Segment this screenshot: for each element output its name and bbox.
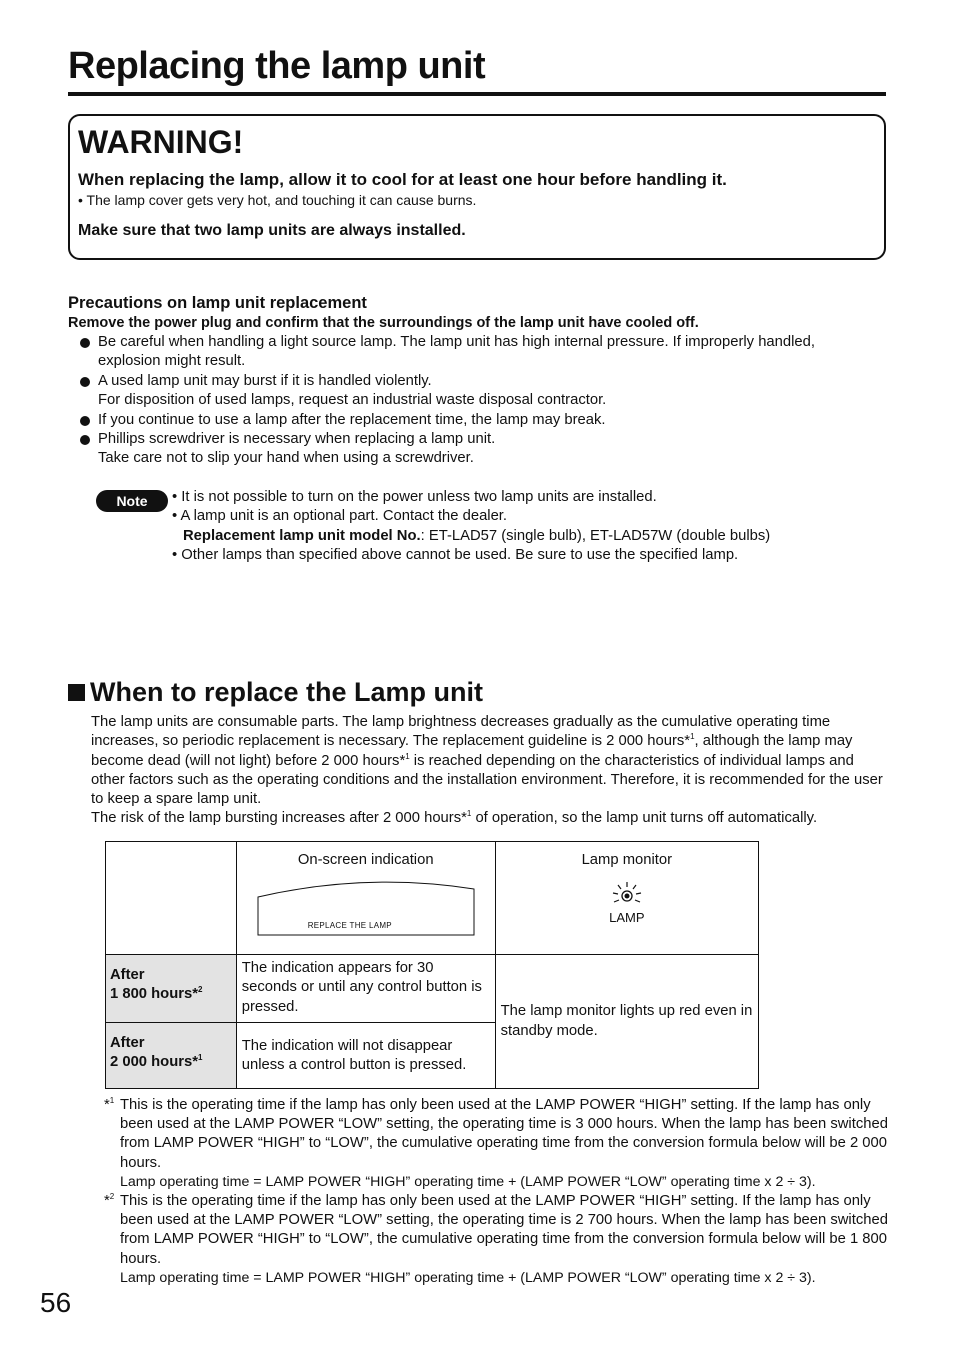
row-label-line: After	[110, 1035, 145, 1051]
footnote-text: This is the operating time if the lamp has only been used at the LAMP POWER “HIGH” setting. If the lamp has only been used at the LAMP POWER “LOW” setting, the operating time is 3 000 hours. When the lamp has been switched from LAMP POWER “HIGH” to “LOW”, the cumulative operating time from the conversion formula below will be 2 000 hours.	[120, 1097, 888, 1171]
note-badge: Note	[96, 490, 168, 512]
footnote-formula: Lamp operating time = LAMP POWER “HIGH” operating time + (LAMP POWER “LOW” operating time x 2 ÷ 3).	[120, 1173, 816, 1190]
row-label-2000	[106, 1023, 237, 1089]
list-item	[78, 372, 888, 411]
row-label-line	[110, 1053, 232, 1072]
note-text	[172, 488, 872, 566]
lamp-label: LAMP	[609, 910, 645, 926]
monitor-header: Lamp monitor	[581, 852, 673, 868]
footnote-number: 1	[109, 1096, 115, 1106]
list-item	[78, 430, 888, 469]
section-body	[91, 713, 886, 829]
warning-cool-lamp: When replacing the lamp, allow it to cool for at least one hour before handling it.	[78, 170, 727, 189]
note-line: • It is not possible to turn on the power unless two lamp units are installed.	[172, 489, 657, 505]
footnote-2	[104, 1192, 894, 1288]
footnote-asterisk: *	[104, 1097, 110, 1113]
footnote-mark	[104, 1096, 114, 1115]
onscreen-display-illustration	[256, 880, 476, 936]
list-item-line: A used lamp unit may burst if it is handled violently.	[98, 372, 432, 389]
monitor-desc-cell: The lamp monitor lights up red even in standby mode.	[495, 955, 758, 1089]
note-line: • A lamp unit is an optional part. Contact the dealer.	[172, 508, 508, 525]
footnote-ref: 1	[466, 809, 472, 819]
row-label-1800	[106, 955, 237, 1023]
warning-title: WARNING!	[78, 124, 244, 160]
precautions-list	[78, 333, 888, 469]
osd-message: REPLACE THE LAMP	[307, 921, 392, 931]
bullet-icon	[80, 338, 90, 348]
paragraph-text: , although the lamp may become dead (will not light) before 2 000 hours*	[91, 733, 853, 769]
paragraph	[91, 809, 886, 828]
note-model-line	[172, 527, 872, 546]
table-corner-cell	[106, 842, 237, 955]
onscreen-header-cell	[236, 842, 495, 955]
list-item-line: Take care not to slip your hand when using a screwdriver.	[98, 450, 474, 467]
onscreen-header: On-screen indication	[297, 852, 434, 868]
model-label: Replacement lamp unit model No.	[183, 527, 421, 544]
section-heading	[68, 674, 483, 710]
bullet-icon	[80, 416, 90, 426]
paragraph-text: is reached depending on the characteristics of individual lamps and other factors such as the operating conditions and the installation environment. Therefore, it is recommended for the user to keep a spare lamp unit.	[91, 752, 883, 808]
footnote-ref: 2	[198, 985, 203, 995]
bullet-icon	[80, 377, 90, 387]
monitor-header-cell	[495, 842, 758, 955]
bullet-icon	[80, 435, 90, 445]
precautions-heading: Precautions on lamp unit replacement	[68, 294, 367, 312]
list-item-line: Phillips screwdriver is necessary when replacing a lamp unit.	[98, 431, 496, 448]
footnotes	[104, 1096, 894, 1288]
footnote-ref: 1	[690, 732, 695, 742]
footnote-1	[104, 1096, 894, 1192]
list-item-line: If you continue to use a lamp after the replacement time, the lamp may break.	[98, 411, 606, 428]
row-label-line	[110, 985, 232, 1004]
footnote-mark	[104, 1192, 114, 1211]
square-bullet-icon	[68, 684, 85, 701]
lamp-monitor-illustration	[597, 882, 657, 930]
row-label-hours: 2 000 hours*	[110, 1054, 199, 1071]
page-title: Replacing the lamp unit	[68, 44, 886, 96]
footnote-ref: 1	[405, 751, 410, 761]
row-desc-1800: The indication appears for 30 seconds or until any control button is pressed.	[236, 955, 495, 1023]
paragraph	[91, 713, 886, 809]
section-heading-text: When to replace the Lamp unit	[90, 677, 484, 707]
paragraph-text: The lamp units are consumable parts. The lamp brightness decreases gradually as the cumulative operating time increases, so periodic replacement is necessary. The replacement guideline is 2 000 hours*	[91, 714, 831, 750]
footnote-ref: 1	[198, 1053, 203, 1063]
paragraph-text: The risk of the lamp bursting increases after 2 000 hours*	[91, 810, 467, 827]
row-desc-2000: The indication will not disappear unless a control button is pressed.	[236, 1023, 495, 1089]
model-value: : ET-LAD57 (single bulb), ET-LAD57W (double bulbs)	[420, 527, 771, 544]
list-item-line: Be careful when handling a light source lamp. The lamp unit has high internal pressure. If improperly handled,	[98, 334, 815, 350]
warning-two-lamps: Make sure that two lamp units are always installed.	[78, 222, 466, 239]
warning-burns-note: • The lamp cover gets very hot, and touching it can cause burns.	[78, 192, 477, 208]
list-item-line: For disposition of used lamps, request an industrial waste disposal contractor.	[98, 392, 607, 409]
page-number: 56	[40, 1287, 72, 1318]
note-line: • Other lamps than specified above cannot be used. Be sure to use the specified lamp.	[172, 547, 739, 564]
list-item-line: explosion might result.	[98, 353, 246, 370]
row-label-line: After	[110, 967, 145, 983]
lamp-replacement-table	[105, 841, 759, 1089]
paragraph-text: of operation, so the lamp unit turns off automatically.	[471, 810, 818, 827]
precautions-intro: Remove the power plug and confirm that the surroundings of the lamp unit have cooled off.	[68, 315, 699, 331]
footnote-text: This is the operating time if the lamp has only been used at the LAMP POWER “HIGH” setting. If the lamp has only been used at the LAMP POWER “LOW” setting, the operating time is 2 700 hours. When the lamp has been switched from LAMP POWER “HIGH” to “LOW”, the cumulative operating time from the conversion formula below will be 1 800 hours.	[120, 1193, 888, 1267]
list-item	[78, 333, 888, 372]
row-label-hours: 1 800 hours*	[110, 986, 199, 1003]
footnote-formula: Lamp operating time = LAMP POWER “HIGH” operating time + (LAMP POWER “LOW” operating time x 2 ÷ 3).	[120, 1269, 816, 1286]
footnote-asterisk: *	[104, 1193, 110, 1210]
footnote-number: 2	[109, 1192, 115, 1202]
list-item	[78, 411, 888, 430]
